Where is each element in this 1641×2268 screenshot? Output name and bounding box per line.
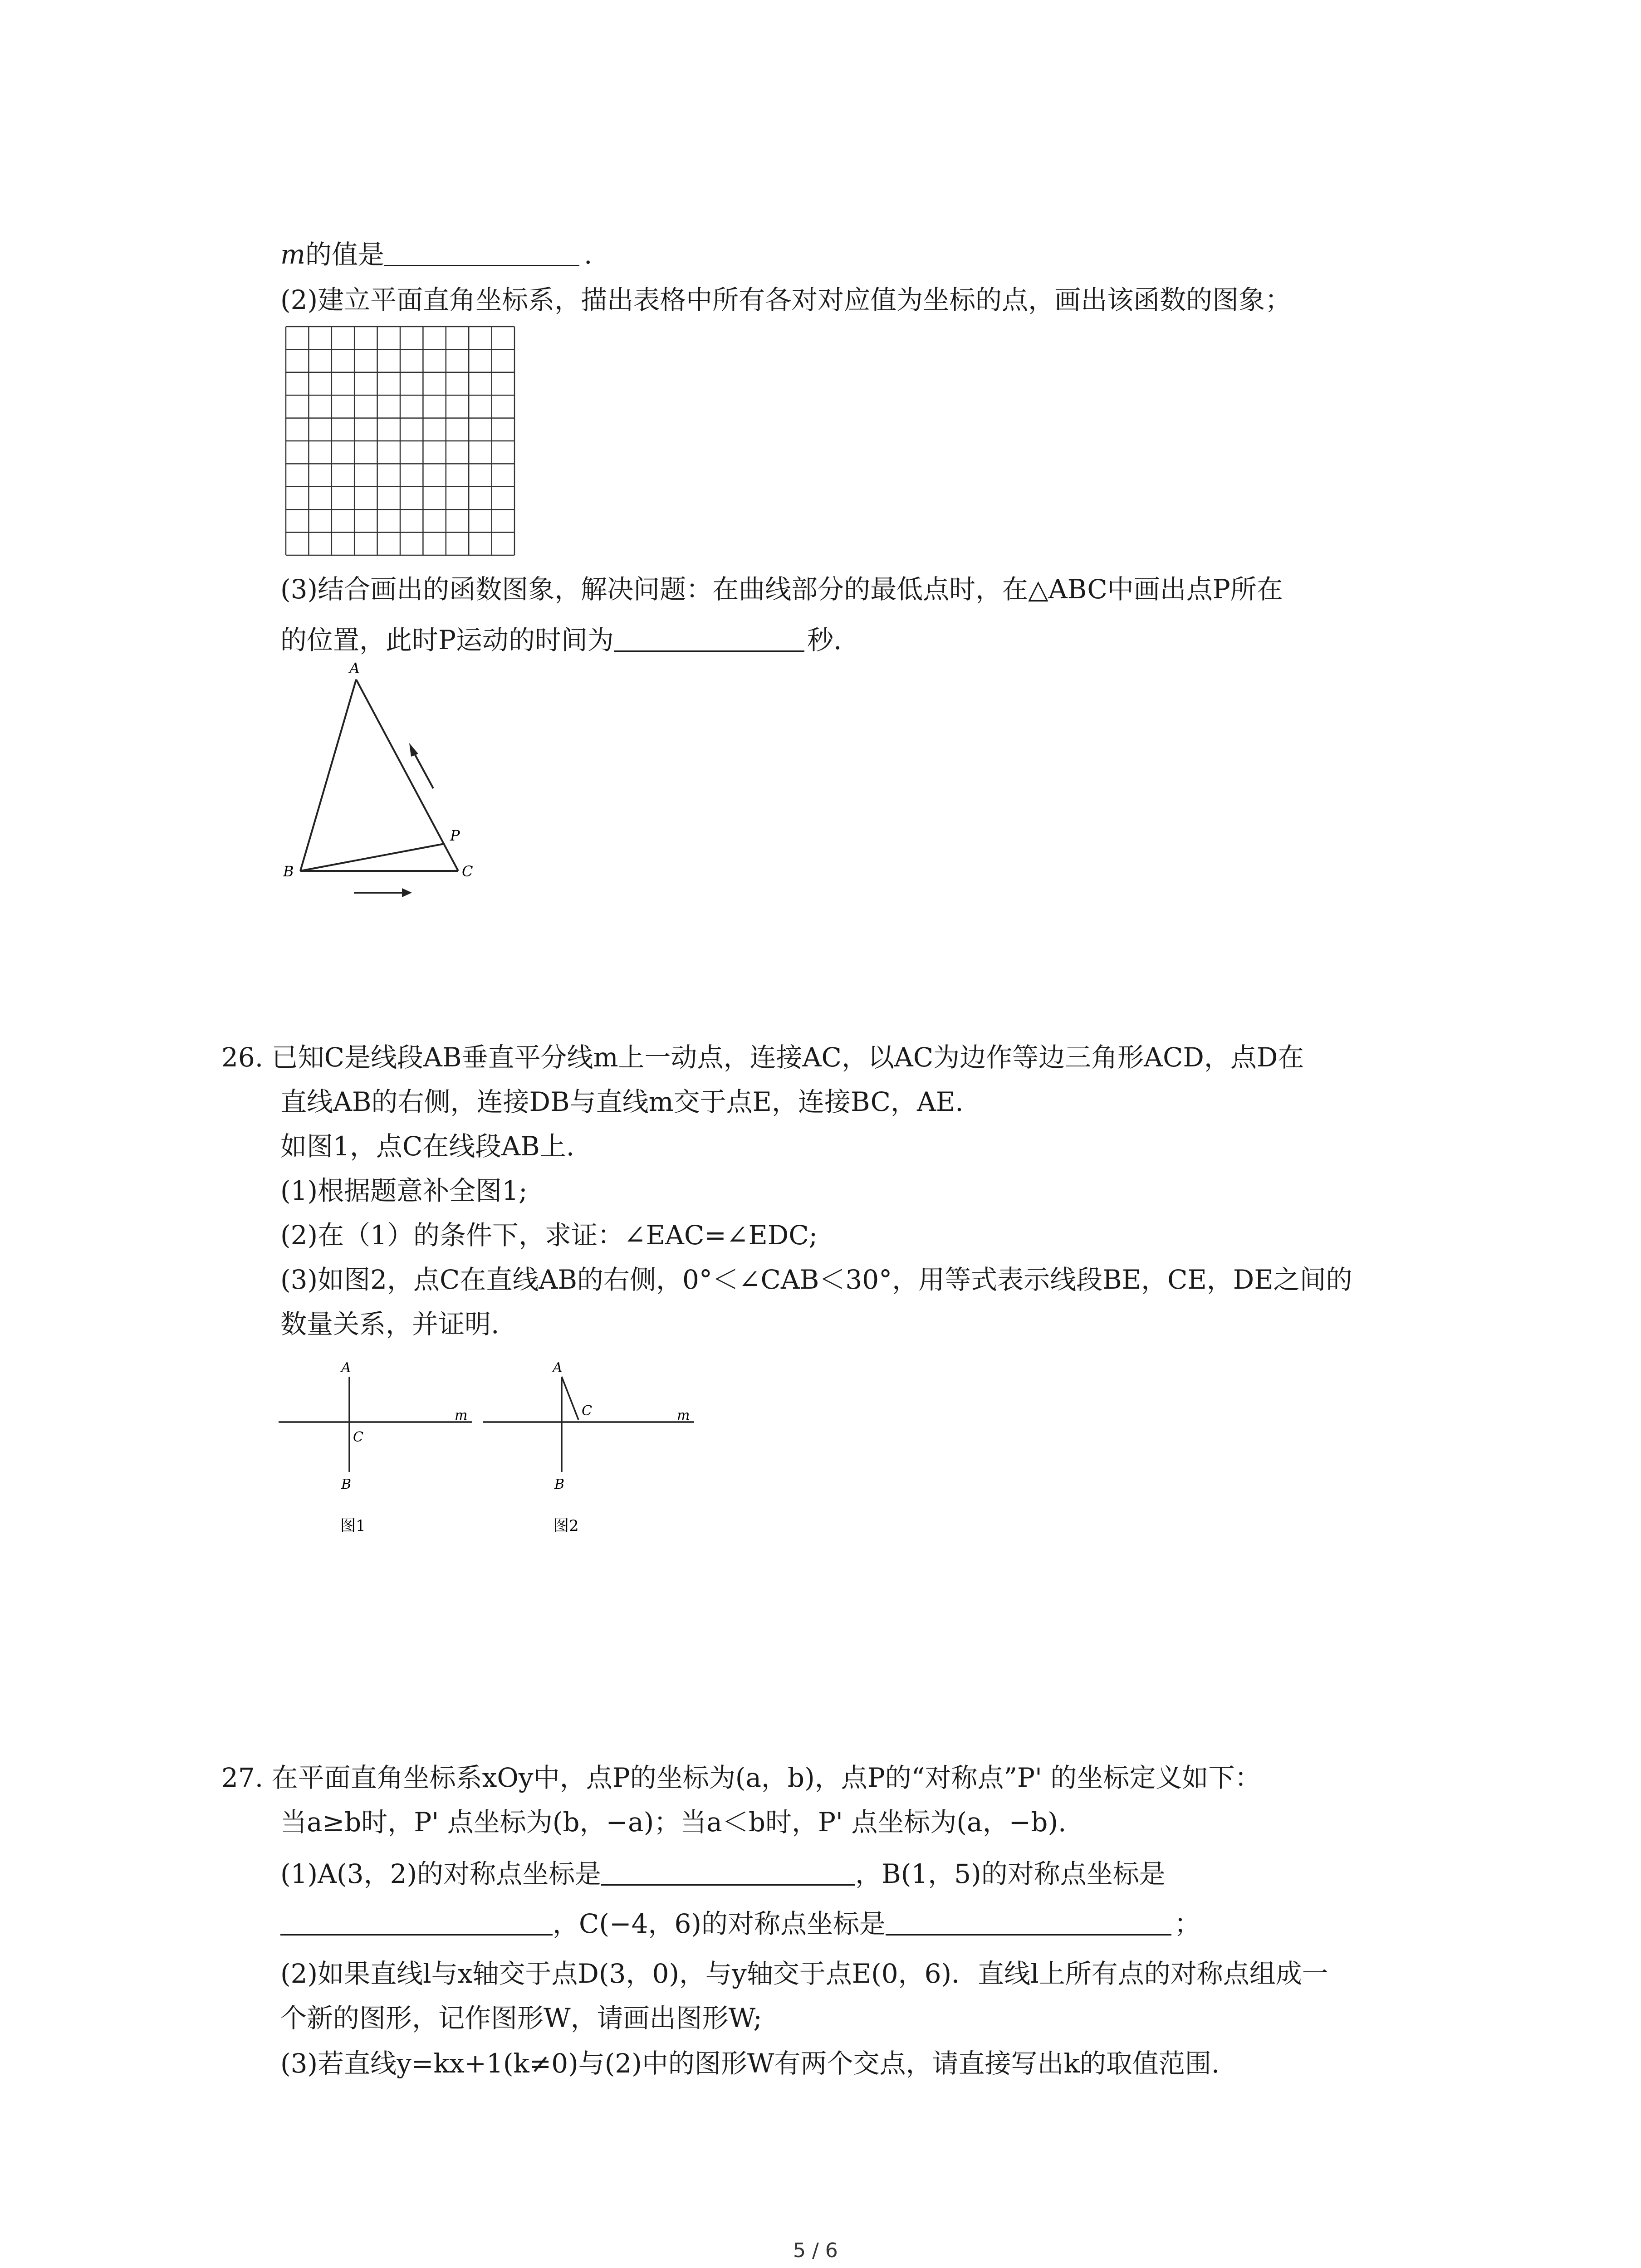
figure-1: [277, 1352, 476, 1542]
q25-part3-line2: 的位置，此时P运动的时间为 秒.: [280, 625, 842, 655]
fig1-label-a: A: [341, 1360, 351, 1376]
q25-part2: (2)建立平面直角坐标系，描出表格中所有各对对应值为坐标的点，画出该函数的图象；: [280, 284, 1292, 315]
q25-part3-line1: (3)结合画出的函数图象，解决问题：在曲线部分的最低点时，在△ABC中画出点P所在: [280, 574, 1283, 605]
q26-line7: 数量关系，并证明.: [280, 1309, 500, 1339]
answer-blank-c-point[interactable]: [886, 1910, 1171, 1936]
q27-line5: (2)如果直线l与x轴交于点D(3，0)，与y轴交于点E(0，6)．直线l上所有点的对称点组成一: [280, 1958, 1328, 1989]
fig2-segment-ac: [562, 1377, 578, 1420]
fig2-label-a: A: [553, 1360, 563, 1376]
label-p: P: [450, 827, 460, 844]
q27-line4: ，C(−4，6)的对称点坐标是 ；: [280, 1910, 1200, 1937]
q27-line1: 27. 在平面直角坐标系xOy中，点P的坐标为(a，b)，点P的“对称点”P' 的坐标定义如下：: [221, 1762, 1261, 1793]
answer-blank-time[interactable]: [614, 626, 804, 652]
answer-blank-b-point[interactable]: [280, 1910, 553, 1936]
q26-line6: (3)如图2，点C在直线AB的右侧，0°＜∠CAB＜30°，用等式表示线段BE，CE，DE之间的: [280, 1264, 1352, 1295]
q25-m-value-line: m的值是 .: [280, 239, 593, 270]
page-number: 5 / 6: [793, 2239, 838, 2262]
q26-line3: 如图1，点C在线段AB上.: [280, 1131, 575, 1162]
coordinate-grid[interactable]: [282, 323, 518, 559]
fig2-label-c: C: [582, 1403, 592, 1419]
label-a: A: [349, 662, 360, 677]
triangle-abc-figure: [277, 662, 513, 907]
triangle-side-ab: [300, 679, 356, 871]
fig1-label-b: B: [341, 1476, 352, 1492]
q27-line2: 当a≥b时，P' 点坐标为(b，−a)；当a＜b时，P' 点坐标为(a，−b).: [280, 1807, 1067, 1838]
label-c: C: [462, 863, 473, 880]
fig2-label-m: m: [677, 1408, 690, 1423]
q26-line2: 直线AB的右侧，连接DB与直线m交于点E，连接BC，AE.: [280, 1086, 964, 1117]
q27-line6: 个新的图形，记作图形W，请画出图形W;: [280, 2003, 762, 2033]
segment-bp: [300, 844, 445, 871]
answer-blank-a-point[interactable]: [601, 1860, 855, 1886]
label-b: B: [283, 863, 294, 880]
figure-2: [481, 1352, 717, 1542]
q27-line7: (3)若直线y=kx+1(k≠0)与(2)中的图形W有两个交点，请直接写出k的取值范围.: [280, 2048, 1220, 2079]
arrow-head-bc: [402, 888, 412, 897]
triangle-side-ac: [356, 679, 458, 871]
q27-line3: (1)A(3，2)的对称点坐标是 ，B(1，5)的对称点坐标是: [280, 1858, 1166, 1889]
fig1-caption: 图1: [340, 1517, 366, 1535]
fig1-label-c: C: [353, 1429, 363, 1445]
fig2-caption: 图2: [554, 1517, 579, 1535]
q26-line1: 26. 已知C是线段AB垂直平分线m上一动点，连接AC，以AC为边作等边三角形ACD，点D在: [221, 1042, 1304, 1073]
q26-line5: (2)在（1）的条件下，求证：∠EAC=∠EDC;: [280, 1220, 818, 1251]
arrow-head-ca: [409, 743, 418, 757]
answer-blank-m[interactable]: [384, 240, 579, 266]
q26-line4: (1)根据题意补全图1;: [280, 1175, 528, 1206]
fig2-label-b: B: [554, 1476, 565, 1492]
arrow-along-ca: [413, 751, 433, 788]
fig1-label-m: m: [455, 1408, 468, 1423]
